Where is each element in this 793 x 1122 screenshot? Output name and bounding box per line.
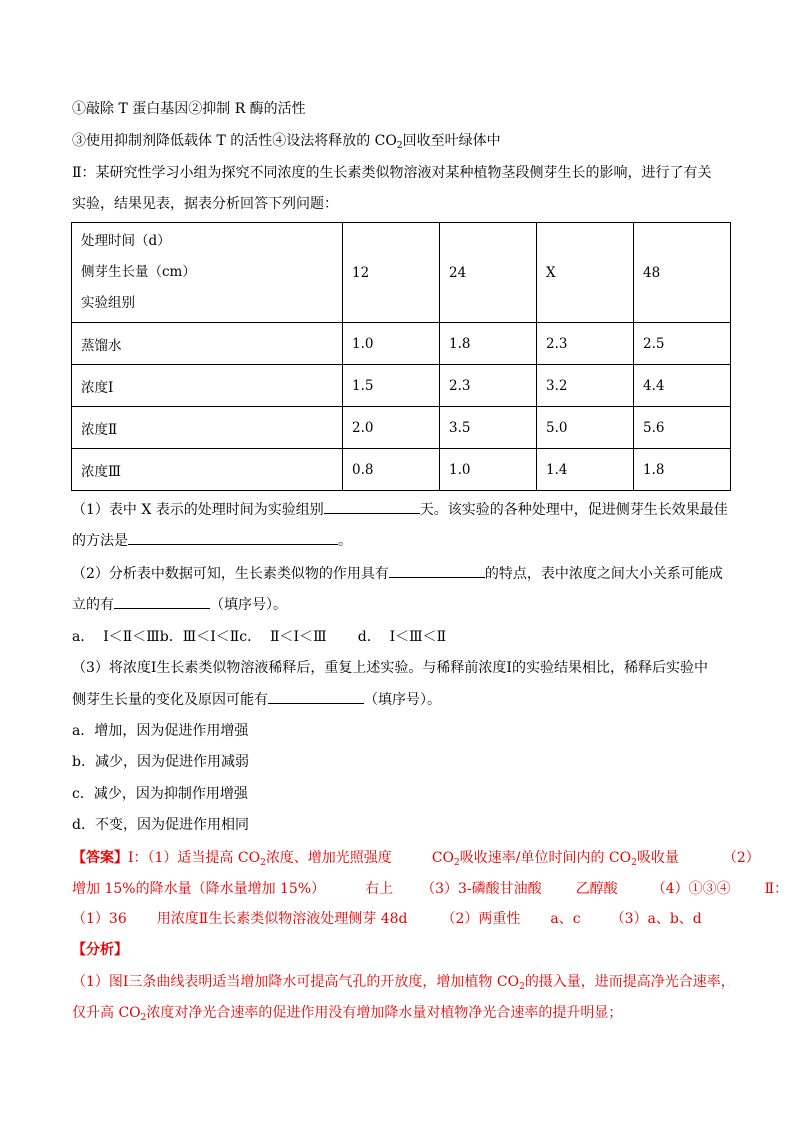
answer-blank [389,563,485,578]
value-cell: 2.5 [634,323,731,365]
row-label: 蒸馏水 [72,323,343,365]
answer-blank [268,689,364,704]
data-table [71,222,731,491]
analysis-label: 【分析】 [72,942,128,958]
question-1-line-2: 的方法是 。 [72,530,352,551]
value-cell: 2.3 [537,323,634,365]
value-cell: 2.0 [343,407,440,449]
analysis-line-1: （1）图Ⅰ三条曲线表明适当增加降水可提高气孔的开放度，增加植物 $CO_2$的摄入量，进而提高净光合速率， [72,974,735,992]
option-a: a．增加，因为促进作用增强 [72,723,249,739]
question-2-line-1: （2）分析表中数据可知，生长素类似物的作用具有 的特点，表中浓度之间大小关系可能成 [72,563,723,584]
header-time-label: 处理时间（d） [81,233,171,249]
header-group-label: 实验组别 [81,295,135,311]
answer-blank [324,499,420,514]
table-header-row [72,223,731,323]
row-label: 浓度Ⅲ [72,449,343,491]
table-row [72,365,731,407]
question-2-line-2: 立的有 （填序号）。 [72,594,287,615]
question-3-line-2: 侧芽生长量的变化及原因可能有 （填序号）。 [72,689,441,710]
time-cell: 48 [634,223,731,323]
answer-blank [114,594,210,609]
value-cell: 1.5 [343,365,440,407]
answer-line-3: （1）36 用浓度Ⅱ生长素类似物溶液处理侧芽 48d （2）两重性 a、c （3）a、b、d [72,911,702,927]
time-cell: 12 [343,223,440,323]
value-cell: 4.4 [634,365,731,407]
value-cell: 5.0 [537,407,634,449]
row-label: 浓度Ⅰ [72,365,343,407]
table-header-cell [72,223,343,323]
question-intro-1: Ⅱ：某研究性学习小组为探究不同浓度的生长素类似物溶液对某种植物茎段侧芽生长的影响，进行了有关 [72,165,712,181]
question-2-options: a． Ⅰ＜Ⅱ＜Ⅲb．Ⅲ＜Ⅰ＜Ⅱc． Ⅱ＜Ⅰ＜Ⅲ d． Ⅰ＜Ⅲ＜Ⅱ [72,629,447,645]
question-intro-2: 实验，结果见表，据表分析回答下列问题： [72,196,338,212]
option-b: b．减少，因为促进作用减弱 [72,754,249,770]
value-cell: 1.4 [537,449,634,491]
value-cell: 1.0 [343,323,440,365]
value-cell: 2.3 [440,365,537,407]
value-cell: 1.0 [440,449,537,491]
header-growth-label: 侧芽生长量（cm） [81,264,196,280]
option-line-2: ③使用抑制剂降低载体 T 的活性④设法将释放的 $CO_2$回收至叶绿体中 [72,133,501,151]
answer-label: 【答案】 [72,850,128,866]
value-cell: 3.5 [440,407,537,449]
option-line-1: ①敲除 T 蛋白基因②抑制 R 酶的活性 [72,101,306,117]
value-cell: 3.2 [537,365,634,407]
table-row [72,407,731,449]
table-row [72,323,731,365]
row-label: 浓度Ⅱ [72,407,343,449]
answer-line-1: 【答案】Ⅰ：（1）适当提高 $CO_2$浓度、增加光照强度 $CO_2$吸收速率/单位时间内的 $CO_2$吸收量 （2） [72,850,760,868]
answer-line-2: 增加 15%的降水量（降水量增加 15%） 右上 （3）3-磷酸甘油酸 乙醇酸 （4）①③④ Ⅱ： [72,881,789,897]
value-cell: 1.8 [634,449,731,491]
value-cell: 0.8 [343,449,440,491]
time-cell: 24 [440,223,537,323]
answer-blank [128,530,338,545]
analysis-line-2: 仅升高 $CO_2$浓度对净光合速率的促进作用没有增加降水量对植物净光合速率的提升明显； [72,1005,623,1023]
option-d: d．不变，因为促进作用相同 [72,817,249,833]
value-cell: 1.8 [440,323,537,365]
option-c: c．减少，因为抑制作用增强 [72,786,248,802]
value-cell: 5.6 [634,407,731,449]
question-1-line-1: （1）表中 X 表示的处理时间为实验组别 天。该实验的各种处理中，促进侧芽生长效果最佳 [72,499,728,520]
question-3-line-1: （3）将浓度Ⅰ生长素类似物溶液稀释后，重复上述实验。与稀释前浓度Ⅰ的实验结果相比，稀释后实验中 [72,660,708,676]
time-cell: X [537,223,634,323]
table-row [72,449,731,491]
